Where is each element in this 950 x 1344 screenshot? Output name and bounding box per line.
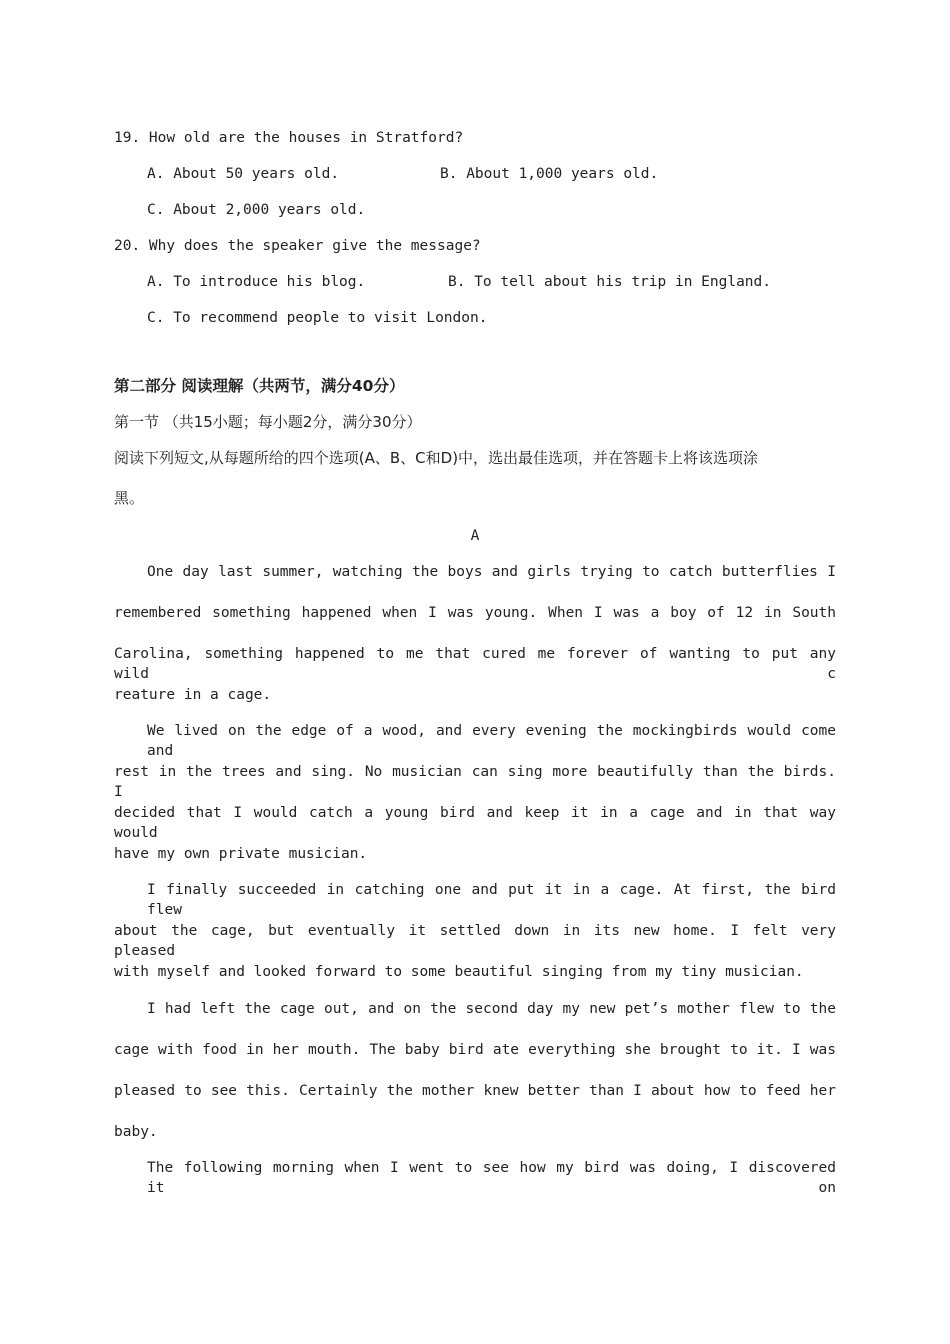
passage-line: rest in the trees and sing. No musician can sing more beautifully than the birds. I: [114, 764, 836, 800]
passage-line: The following morning when I went to see how my bird was doing, I discovered it on: [147, 1160, 836, 1196]
passage-line: remembered something happened when I was young. When I was a boy of 12 in South: [114, 605, 836, 621]
question-19-option-a: A. About 50 years old.: [147, 166, 340, 182]
question-20-stem: 20. Why does the speaker give the message?: [114, 238, 481, 254]
passage-line: have my own private musician.: [114, 846, 368, 862]
passage-line: Carolina, something happened to me that cured me forever of wanting to put any wild c: [114, 646, 836, 682]
question-20-option-a: A. To introduce his blog.: [147, 274, 366, 290]
passage-line: pleased to see this. Certainly the mother knew better than I about how to feed her: [114, 1083, 836, 1099]
question-20-option-c: C. To recommend people to visit London.: [147, 310, 488, 326]
question-19-option-c: C. About 2,000 years old.: [147, 202, 366, 218]
passage-line: One day last summer, watching the boys and girls trying to catch butterflies I: [147, 564, 836, 580]
question-20-option-b: B. To tell about his trip in England.: [448, 274, 772, 290]
passage-line: with myself and looked forward to some beautiful singing from my tiny musician.: [114, 964, 804, 980]
question-19-stem: 19. How old are the houses in Stratford?: [114, 130, 464, 146]
passage-label: A: [470, 528, 480, 544]
passage-line: reature in a cage.: [114, 687, 272, 703]
passage-line: I had left the cage out, and on the second day my new pet’s mother flew to the: [147, 1001, 836, 1017]
passage-line: I finally succeeded in catching one and put it in a cage. At first, the bird flew: [147, 882, 836, 918]
part-2-title: 第二部分 阅读理解（共两节，满分40分）: [114, 377, 405, 395]
passage-line: baby.: [114, 1124, 158, 1140]
passage-line: cage with food in her mouth. The baby bird ate everything she brought to it. I was: [114, 1042, 836, 1058]
passage-line: decided that I would catch a young bird and keep it in a cage and in that way would: [114, 805, 836, 841]
instruction-line-2: 黑。: [114, 489, 145, 507]
question-19-option-b: B. About 1,000 years old.: [440, 166, 659, 182]
instruction-line-1: 阅读下列短文,从每题所给的四个选项(A、B、C和D)中，选出最佳选项，并在答题卡上将该选项涂: [114, 449, 759, 467]
section-1-heading: 第一节 （共15小题；每小题2分，满分30分）: [114, 413, 422, 431]
passage-line: We lived on the edge of a wood, and every evening the mockingbirds would come and: [147, 723, 836, 759]
passage-line: about the cage, but eventually it settled down in its new home. I felt very pleased: [114, 923, 836, 959]
